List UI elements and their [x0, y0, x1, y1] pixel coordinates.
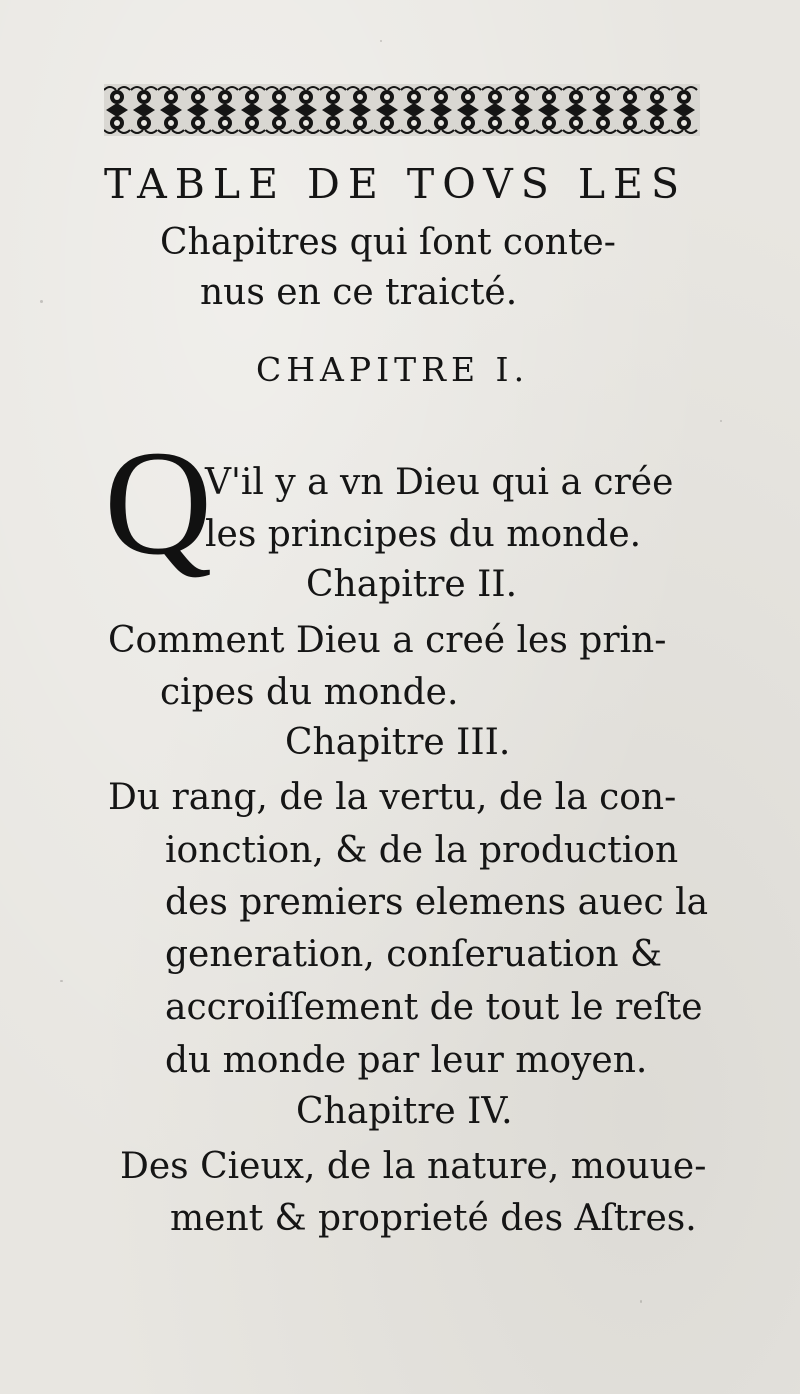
paper-fleck [60, 980, 63, 982]
drop-cap-initial: Q [104, 420, 213, 586]
chapter-1-text-line: V'il y a vn Dieu qui a crée [205, 462, 674, 503]
chapter-3-text-line: du monde par leur moyen. [165, 1040, 648, 1081]
paper-fleck [720, 420, 722, 422]
chapter-3-text-line: des premiers elemens auec la [165, 882, 709, 923]
chapter-3-text-line: Du rang, de la vertu, de la con- [108, 777, 677, 818]
chapter-4-text-line: Des Cieux, de la nature, mouue- [120, 1146, 707, 1187]
chapter-3-heading: Chapitre III. [285, 722, 511, 763]
paper-fleck [40, 300, 43, 303]
chapter-2-text-line: Comment Dieu a creé les prin- [108, 620, 667, 661]
paper-fleck [380, 40, 382, 42]
chapter-2-text-line: cipes du monde. [160, 672, 459, 713]
chapter-4-text-line: ment & proprieté des Aſtres. [170, 1198, 697, 1239]
chapter-1-text-line: les principes du monde. [205, 514, 642, 555]
chapter-3-text-line: ionction, & de la production [165, 830, 679, 871]
decorative-ornament-band [104, 84, 700, 136]
chapter-4-heading: Chapitre IV. [296, 1091, 513, 1132]
chapter-1-heading: CHAPITRE I. [256, 350, 530, 389]
chapter-2-heading: Chapitre II. [306, 564, 518, 605]
chapter-3-text-line: accroiſſement de tout le reſte [165, 987, 703, 1028]
paper-fleck [640, 1300, 642, 1303]
chapter-3-text-line: generation, conſeruation & [165, 934, 663, 975]
page-title-line-2: Chapitres qui ſont conte- [160, 222, 616, 263]
page-title-line-1: TABLE DE TOVS LES [104, 160, 688, 208]
page-title-line-3: nus en ce traicté. [200, 272, 518, 313]
